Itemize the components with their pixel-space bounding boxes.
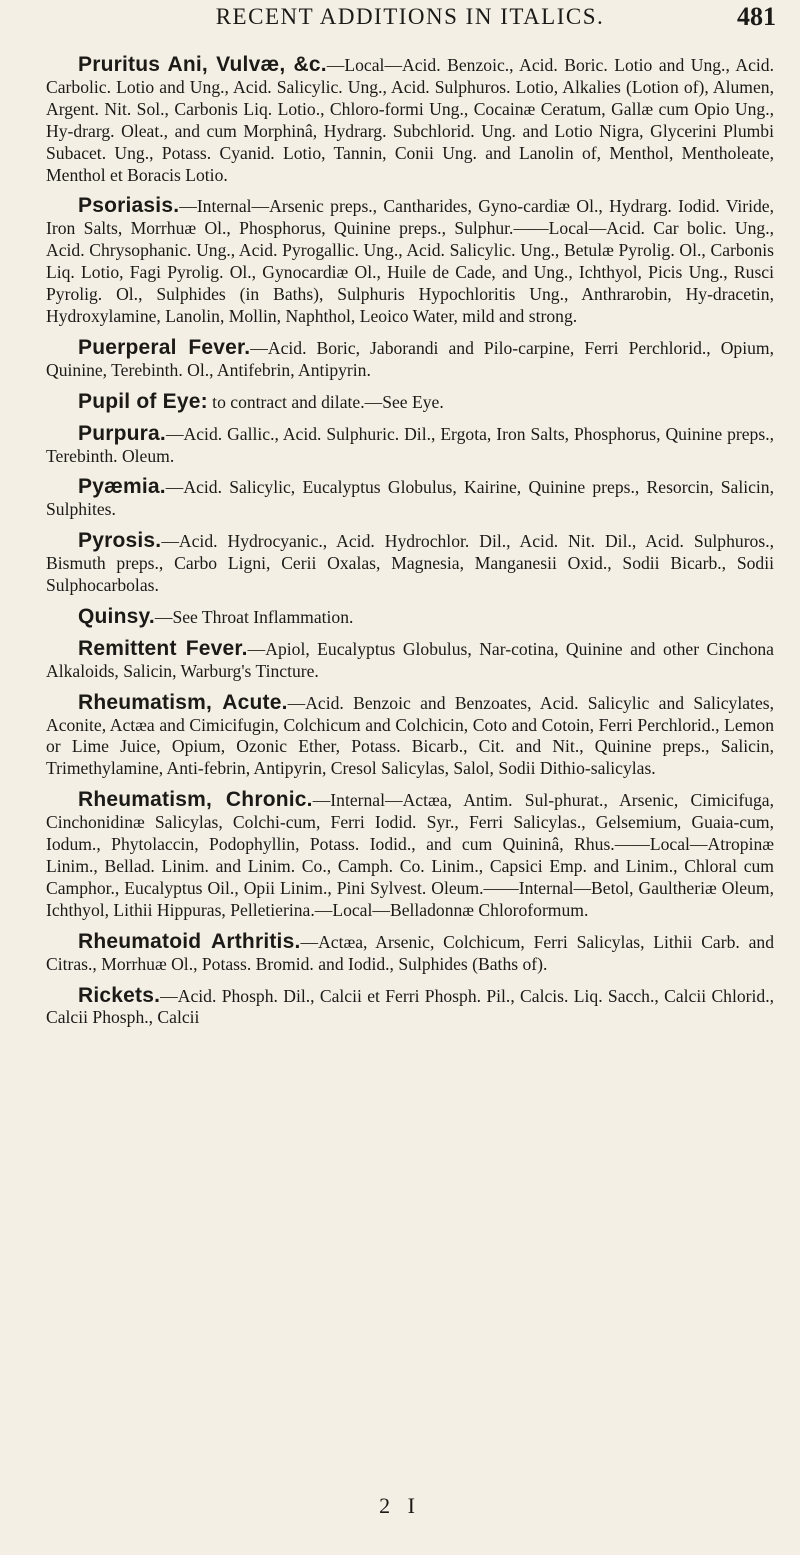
- entry-body: —Apiol, Eucalyptus Globulus, Nar-cotina, Quinine and other Cinchona Alkaloids, Salicin, Warburg's Tincture.: [46, 638, 774, 681]
- entry-body: —Local—Acid. Benzoic., Acid. Boric. Lotio and Ung., Acid. Carbolic. Lotio and Ung., Acid. Salicylic. Ung., Acid. Sulphuros. Lotio, Alkalies (Lotion of), Alumen, Argent. Nit. Sol., Carbonis Liq. Lotio., Chloro-formi Ung., Cocainæ Ceratum, Gallæ cum Opio Ung., Hy-drarg. Oleat., and cum Morphinâ, Hydrarg. Subchlorid. Ung. and Lotio Nigra, Glycerini Plumbi Subacet. Ung., Potass. Cyanid. Lotio, Tannin, Conii Ung. and Lanolin of, Menthol, Mentholeate, Menthol et Boracis Lotio.: [46, 55, 774, 185]
- entry-body: —Acid. Boric, Jaborandi and Pilo-carpine, Ferri Perchlorid., Opium, Quinine, Terebinth. Ol., Antifebrin, Antipyrin.: [46, 337, 774, 380]
- entry-pyrosis: [46, 530, 774, 597]
- entry-term: Rheumatism, Chronic.: [78, 788, 313, 812]
- entry-purpura: [46, 423, 774, 468]
- entry-term: Pupil of Eye:: [78, 389, 208, 413]
- entry-term: Quinsy.: [78, 604, 155, 628]
- entry-term: Puerperal Fever.: [78, 335, 251, 359]
- entry-pupil-of-eye: [46, 391, 774, 414]
- entry-body: —Acid. Phosph. Dil., Calcii et Ferri Phosph. Pil., Calcis. Liq. Sacch., Calcii Chlorid., Calcii Phosph., Calcii: [46, 985, 774, 1028]
- entry-term: Remittent Fever.: [78, 636, 248, 660]
- page-number: 481: [737, 2, 776, 31]
- entry-term: Pyæmia.: [78, 475, 166, 499]
- entry-body: to contract and dilate.—See Eye.: [207, 391, 444, 412]
- entry-body: —Acid. Gallic., Acid. Sulphuric. Dil., Ergota, Iron Salts, Phosphorus, Quinine preps., Terebinth. Oleum.: [46, 423, 774, 466]
- signature-mark: 2 I: [379, 1493, 421, 1518]
- entry-remittent-fever: [46, 638, 774, 683]
- entry-term: Purpura.: [78, 421, 166, 445]
- entry-term: Rickets.: [78, 983, 161, 1007]
- entry-body: —Acid. Hydrocyanic., Acid. Hydrochlor. Dil., Acid. Nit. Dil., Acid. Sulphuros., Bismuth preps., Carbo Ligni, Cerii Oxalas, Magnesia, Manganesii Oxid., Sodii Bicarb., Sodii Sulphocarbolas.: [46, 531, 774, 596]
- entry-body: —Acid. Salicylic, Eucalyptus Globulus, Kairine, Quinine preps., Resorcin, Salicin, Sulphites.: [46, 477, 774, 520]
- entry-term: Pruritus Ani, Vulvæ, &c.: [78, 53, 327, 76]
- entry-body: —Internal—Arsenic preps., Cantharides, Gyno-cardiæ Ol., Hydrarg. Iodid. Viride, Iron Salts, Morrhuæ Ol., Phosphorus, Quinine preps., Sulphur.——Local—Acid. Car bolic. Ung., Acid. Chrysophanic. Ung., Acid. Pyrogallic. Ung., Acid. Salicylic. Ung., Betulæ Pyrolig. Ol., Carbonis Liq. Lotio, Fagi Pyrolig. Ol., Gynocardiæ Ol., Huile de Cade, and Ung., Ichthyol, Picis Ung., Rusci Pyrolig. Ol., Sulphides (in Baths), Sulphuris Hypochloritis Ung., Anthrarobin, Hy-dracetin, Hydroxylamine, Lanolin, Mollin, Naphthol, Leoico Water, mild and strong.: [46, 196, 774, 326]
- entry-term: Rheumatism, Acute.: [78, 690, 288, 714]
- entry-list: [46, 54, 774, 1029]
- entry-term: Psoriasis.: [78, 194, 180, 218]
- page-header: [46, 0, 774, 54]
- entry-body: —Acid. Benzoic and Benzoates, Acid. Salicylic and Salicylates, Aconite, Actæa and Cimicifugin, Colchicum and Colchicin, Coto and Cotoin, Ferri Perchlorid., Lemon or Lime Juice, Opium, Ozonic Ether, Potass. Bicarb., Cit. and Nit., Quinine preps., Salicin, Trimethylamine, Anti-febrin, Antipyrin, Cresol Salicylas, Salol, Sodii Dithio-salicylas.: [46, 692, 774, 779]
- entry-body: —See Throat Inflammation.: [154, 606, 354, 627]
- running-head: RECENT ADDITIONS IN ITALICS.: [215, 4, 605, 29]
- entry-rickets: [46, 985, 774, 1030]
- entry-body: —Actæa, Arsenic, Colchicum, Ferri Salicylas, Lithii Carb. and Citras., Morrhuæ Ol., Potass. Bromid. and Iodid., Sulphides (Baths of).: [46, 931, 774, 974]
- entry-quinsy: [46, 606, 774, 629]
- entry-psoriasis: [46, 195, 774, 327]
- entry-body: —Internal—Actæa, Antim. Sul-phurat., Arsenic, Cimicifuga, Cinchonidinæ Salicylas, Colchi-cum, Ferri Iodid. Syr., Ferri Salicylas., Gelsemium, Guaia-cum, Iodum., Phytolaccin, Podophyllin, Potass. Iodid., and cum Quininâ, Rhus.——Local—Atropinæ Linim., Bellad. Linim. and Linim. Co., Camph. Co. Linim., Capsici Emp. and Linim., Chloral cum Camphor., Eucalyptus Oil., Opii Linim., Pini Sylvest. Oleum.——Internal—Betol, Gaultheriæ Oleum, Ichthyol, Lithii Hippuras, Pelletierina.—Local—Belladonnæ Chloroformum.: [46, 790, 774, 920]
- entry-rheumatism-acute: [46, 692, 774, 781]
- entry-rheumatism-chronic: [46, 789, 774, 921]
- entry-pyaemia: [46, 476, 774, 521]
- entry-term: Rheumatoid Arthritis.: [78, 929, 301, 953]
- entry-pruritus: [46, 54, 774, 186]
- entry-term: Pyrosis.: [78, 529, 162, 553]
- entry-rheumatoid-arthritis: [46, 931, 774, 976]
- entry-puerperal-fever: [46, 337, 774, 382]
